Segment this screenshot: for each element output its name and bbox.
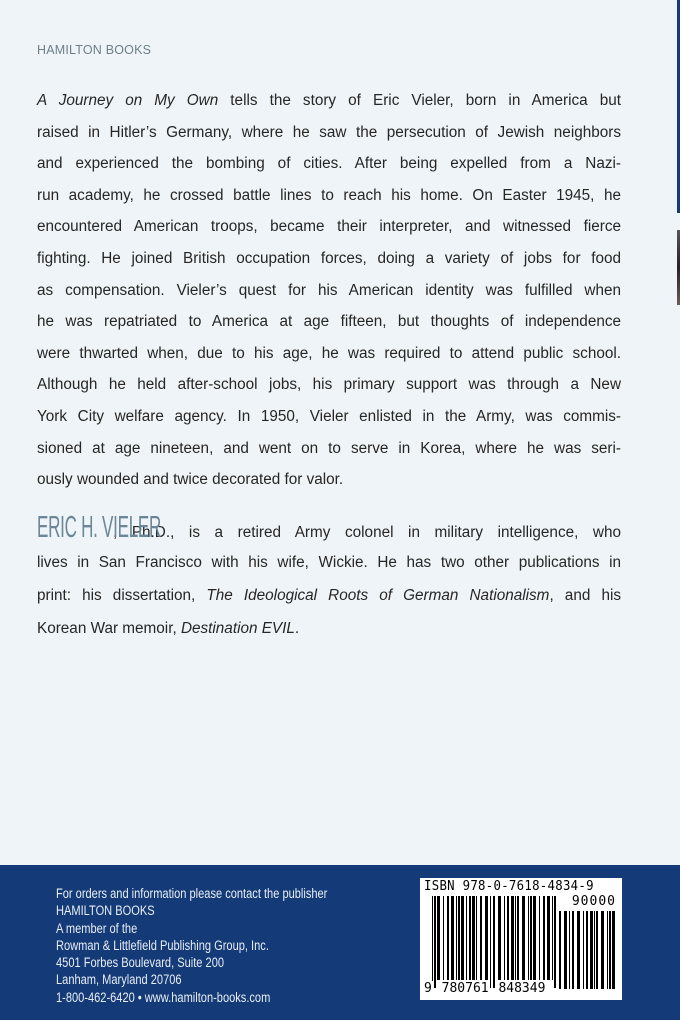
- barcode-bar: [458, 896, 460, 980]
- barcode-bar: [609, 911, 611, 989]
- text-segment: Korean War memoir,: [37, 620, 181, 637]
- contact-line: HAMILTON BOOKS: [56, 903, 155, 919]
- barcode-bar: [612, 911, 615, 989]
- barcode-bar: [596, 911, 598, 989]
- footer-panel: [0, 865, 680, 1020]
- barcode-bar: [530, 896, 532, 980]
- description-line: [37, 148, 621, 180]
- text-segment: as compensation. Vieler’s quest for his American identity was fulfilled when: [37, 281, 621, 299]
- bio-line: [37, 508, 621, 546]
- barcode-bar: [434, 896, 436, 988]
- barcode-bar: [559, 911, 561, 989]
- text-segment: , and his: [549, 587, 622, 604]
- website-link[interactable]: 1-800-462-6420 • www.hamilton-books.com: [56, 989, 271, 1005]
- barcode-bar: [569, 911, 570, 989]
- barcode-bar: [498, 896, 501, 980]
- text-segment: ously wounded and twice decorated for valor.: [37, 471, 344, 489]
- barcode-bar: [451, 896, 454, 980]
- author-name: ERIC H. VIELER: [37, 509, 162, 544]
- text-segment: sioned at age nineteen, and went on to serve in Korea, where he was seri-: [37, 439, 621, 457]
- barcode-bar: [456, 896, 457, 980]
- description-line: [37, 85, 621, 117]
- contact-line: For orders and information please contact the publisher: [56, 886, 328, 901]
- text-segment: Although he held after-school jobs, his primary support was through a New: [37, 376, 621, 394]
- description-line: [37, 243, 621, 275]
- description-line: [37, 306, 621, 338]
- barcode-bar: [547, 896, 550, 980]
- text-segment: raised in Hitler’s Germany, where he saw the persecution of Jewish neighbors: [37, 123, 621, 141]
- title-italic: Destination EVIL: [180, 620, 295, 637]
- barcode-bar: [437, 896, 440, 980]
- description-line: [37, 369, 621, 401]
- barcode-bar: [601, 911, 604, 989]
- barcode-bar: [485, 896, 488, 980]
- text-segment: .: [294, 620, 300, 637]
- barcode-bar: [472, 896, 475, 980]
- ean-digits: [423, 981, 546, 996]
- description-line: [37, 275, 621, 307]
- text-segment: encountered American troops, became their interpreter, and witnessed fierce: [37, 218, 621, 236]
- contact-line: 4501 Forbes Boulevard, Suite 200: [56, 955, 225, 971]
- barcode-bar: [469, 896, 471, 980]
- text-segment: run academy, he crossed battle lines to reach his home. On Easter 1945, he: [37, 186, 621, 204]
- text-segment: print: his dissertation,: [37, 587, 207, 604]
- barcode-bar: [533, 896, 536, 980]
- barcode-bar: [461, 896, 464, 980]
- ean-right-digits: 848349: [498, 981, 546, 996]
- publisher-contact: [56, 885, 327, 1006]
- contact-line: Lanham, Maryland 20706: [56, 972, 182, 988]
- barcode-bar: [552, 896, 553, 980]
- bio-line: [37, 579, 621, 612]
- description-line: [37, 211, 621, 243]
- text-segment: fighting. He joined British occupation forces, doing a variety of jobs for food: [37, 249, 621, 267]
- ean-left-digits: 780761: [441, 981, 489, 996]
- price-addon-digits: 90000: [571, 894, 616, 909]
- barcode-bar: [543, 896, 545, 980]
- ean-lead-digit: 9: [424, 981, 432, 996]
- author-bio: [37, 508, 621, 645]
- barcode-bar: [522, 896, 525, 980]
- description-line: [37, 338, 621, 370]
- barcode-bar: [447, 896, 449, 980]
- bio-line: [37, 546, 621, 579]
- barcode-bar: [443, 896, 444, 980]
- barcode-bar: [554, 896, 556, 988]
- contact-line: A member of the: [56, 920, 138, 936]
- barcode-bar: [507, 896, 509, 980]
- description-line: [37, 433, 621, 465]
- description-line: [37, 464, 621, 496]
- barcode-bar: [607, 911, 608, 989]
- text-segment: lives in San Francisco with his wife, Wickie. He has two other publications in: [37, 554, 621, 571]
- isbn-text: ISBN 978-0-7618-4834-9: [424, 879, 594, 894]
- barcode-bar: [511, 896, 514, 980]
- barcode-bar: [564, 911, 567, 989]
- bio-line: [37, 612, 621, 645]
- barcode-bar: [490, 896, 491, 988]
- barcode-bar: [517, 896, 519, 980]
- barcode-bar: [480, 896, 482, 980]
- barcode-bar: [476, 896, 477, 980]
- text-segment: and experienced the bombing of cities. After being expelled from a Nazi-: [37, 155, 621, 173]
- barcode-bar: [515, 896, 516, 980]
- barcode-bar: [493, 896, 495, 988]
- barcode-bar: [572, 911, 574, 989]
- barcode-bar: [586, 911, 588, 989]
- barcode-bar: [504, 896, 505, 980]
- ean-bars: [432, 896, 558, 988]
- isbn-barcode: [420, 878, 622, 1000]
- description-line: [37, 401, 621, 433]
- description-line: [37, 180, 621, 212]
- barcode-bar: [583, 911, 584, 989]
- title-italic: A Journey on My Own: [37, 92, 219, 109]
- barcode-bar: [432, 896, 433, 988]
- barcode-bar: [466, 896, 467, 980]
- addon-bars: [559, 911, 617, 997]
- text-segment: , Ph.D., is a retired Army colonel in military intelligence, who: [113, 524, 621, 541]
- text-segment: were thwarted when, due to his age, he was required to attend public school.: [37, 344, 621, 362]
- publisher-imprint: HAMILTON BOOKS: [37, 43, 152, 57]
- barcode-bar: [590, 911, 593, 989]
- barcode-bar: [594, 911, 595, 989]
- barcode-bar: [528, 896, 529, 980]
- text-segment: York City welfare agency. In 1950, Vieler enlisted in the Army, was commis-: [37, 407, 621, 425]
- book-description: [37, 85, 621, 496]
- description-line: [37, 117, 621, 149]
- barcode-bar: [577, 911, 580, 989]
- text-segment: tells the story of Eric Vieler, born in America but: [218, 92, 622, 109]
- title-italic: The Ideological Roots of German Nationalism: [206, 587, 550, 604]
- barcode-bar: [539, 896, 540, 980]
- contact-line: Rowman & Littlefield Publishing Group, Inc.: [56, 937, 269, 953]
- text-segment: he was repatriated to America at age fifteen, but thoughts of independence: [37, 313, 621, 331]
